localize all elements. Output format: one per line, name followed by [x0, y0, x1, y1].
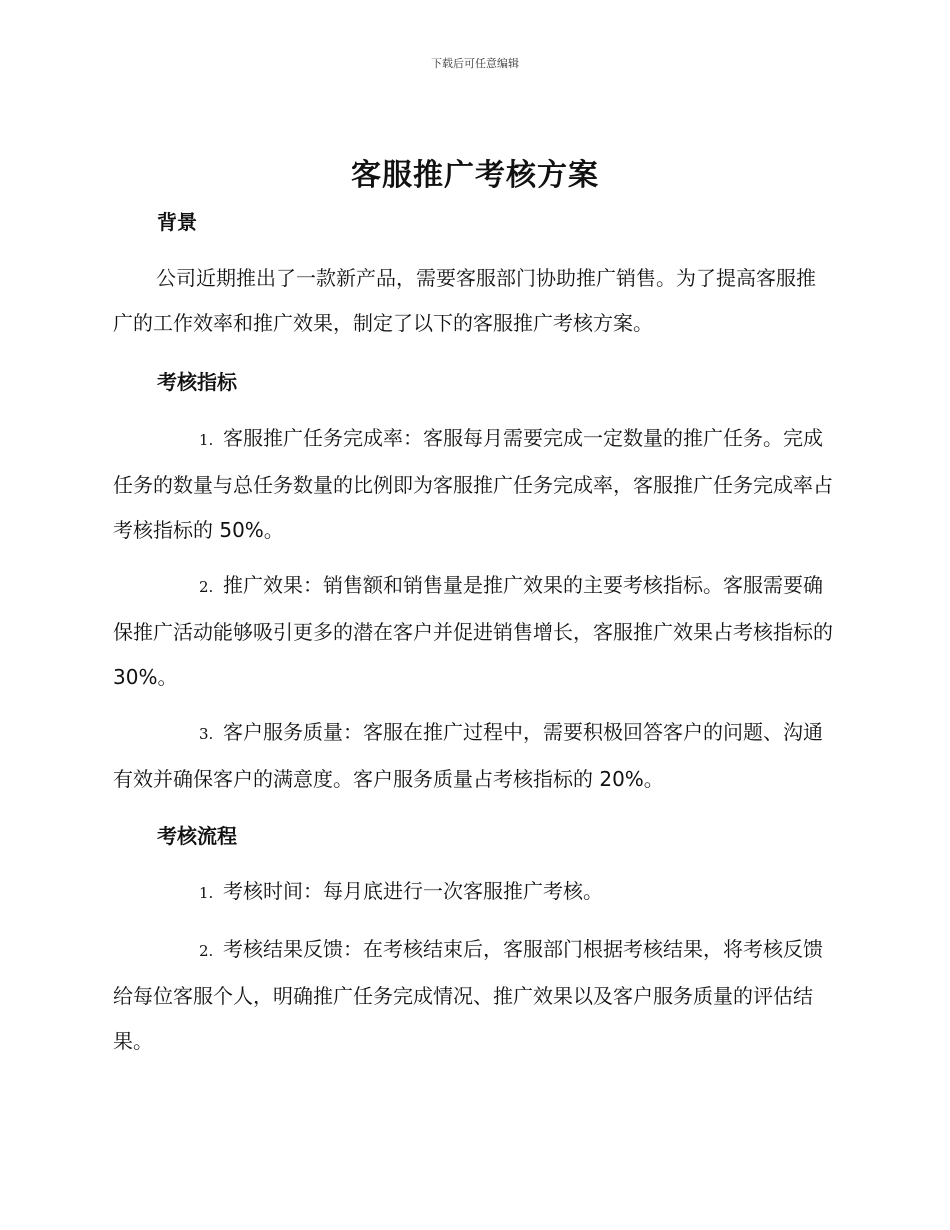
process-heading: 考核流程 — [157, 824, 237, 848]
process-item-1 — [113, 869, 835, 916]
process-item-2 — [113, 927, 835, 1064]
indicator-item-1 — [113, 416, 835, 553]
list-item-text: 客服推广任务完成率：客服每月需要完成一定数量的推广任务。完成任务的数量与总任务数量的比例即为客服推广任务完成率，客服推广任务完成率占考核指标的 50%。 — [113, 426, 833, 542]
indicators-heading: 考核指标 — [157, 370, 237, 394]
list-item-text: 客户服务质量：客服在推广过程中，需要积极回答客户的问题、沟通有效并确保客户的满意度。客户服务质量占考核指标的 20%。 — [113, 720, 823, 791]
list-item-text: 考核结果反馈：在考核结束后，客服部门根据考核结果，将考核反馈给每位客服个人，明确推广任务完成情况、推广效果以及客户服务质量的评估结果。 — [113, 937, 823, 1053]
list-number: 2. — [199, 942, 214, 960]
background-section — [113, 256, 835, 346]
background-heading: 背景 — [157, 210, 197, 234]
list-item-text: 考核时间：每月底进行一次客服推广考核。 — [223, 879, 603, 903]
page-title: 客服推广考核方案 — [351, 158, 599, 193]
list-number: 1. — [199, 884, 214, 902]
list-number: 2. — [199, 578, 214, 596]
list-item-text: 推广效果：销售额和销售量是推广效果的主要考核指标。客服需要确保推广活动能够吸引更多的潜在客户并促进销售增长，客服推广效果占考核指标的 30%。 — [113, 573, 833, 689]
indicator-item-3 — [113, 710, 835, 802]
indicator-item-2 — [113, 563, 835, 700]
background-paragraph: 公司近期推出了一款新产品，需要客服部门协助推广销售。为了提高客服推广的工作效率和推广效果，制定了以下的客服推广考核方案。 — [113, 266, 816, 335]
header-note: 下载后可任意编辑 — [431, 57, 519, 70]
list-number: 3. — [199, 725, 214, 743]
list-number: 1. — [199, 431, 214, 449]
